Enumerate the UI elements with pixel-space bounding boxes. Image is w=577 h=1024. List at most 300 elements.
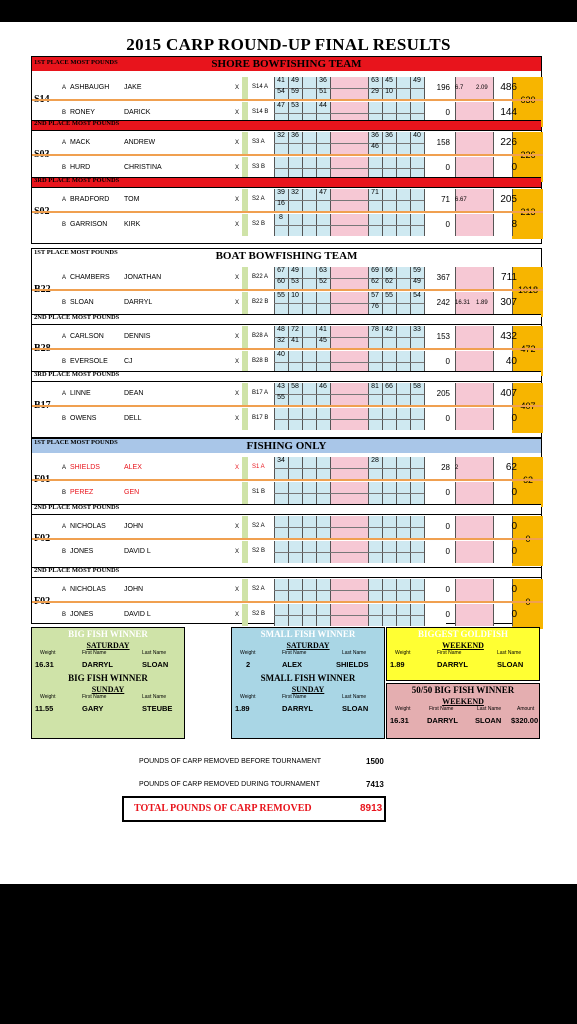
award-box-small [231, 627, 385, 739]
place-label: 1ST PLACE MOST POUNDS [34, 439, 118, 446]
grid-line [455, 516, 456, 538]
member-first-name: DAVID L [124, 611, 151, 618]
grid-value: 41 [291, 337, 299, 344]
award-box-goldfish [386, 627, 540, 681]
summary-before-label: POUNDS OF CARP REMOVED BEFORE TOURNAMENT [139, 758, 322, 765]
award-column-label: First Name [82, 650, 107, 656]
section-1 [31, 248, 542, 438]
stripe-green [242, 77, 248, 99]
award-title: 50/50 BIG FISH WINNER [411, 685, 515, 695]
grid-mid [274, 527, 424, 528]
member-last-name: SLOAN [70, 299, 94, 306]
row-separator [32, 289, 543, 291]
member-score: 0 [511, 487, 517, 498]
grid-value: 46 [371, 143, 379, 150]
weight-2: 2.09 [476, 85, 488, 91]
grid-value: 58 [291, 383, 299, 390]
award-value: DARRYL [82, 660, 113, 669]
award-subtitle: WEEKEND [442, 697, 484, 706]
entry-mark: X [235, 416, 240, 422]
weight-1: 6.67 [455, 197, 467, 203]
member-total: 0 [445, 585, 450, 594]
member-total: 71 [441, 195, 450, 204]
stripe-green [242, 516, 248, 538]
grid-value: 69 [371, 267, 379, 274]
member-letter: A [62, 275, 67, 281]
grid-mid [274, 615, 424, 616]
member-row [32, 383, 543, 405]
member-score: 40 [505, 356, 517, 367]
place-label: 2ND PLACE MOST POUNDS [34, 120, 120, 127]
award-values [232, 702, 384, 716]
member-letter: B [62, 490, 67, 496]
place-label: 3RD PLACE MOST POUNDS [34, 177, 120, 184]
member-score: 0 [511, 521, 517, 532]
entry-mark: X [235, 612, 240, 618]
award-value: STEUBE [142, 704, 173, 713]
member-tag: S2 B [252, 611, 266, 617]
member-score: 62 [505, 462, 517, 473]
award-column-label: Weight [395, 650, 411, 656]
grid-value: 49 [291, 267, 299, 274]
stripe-green [242, 482, 248, 504]
award-value: SLOAN [497, 660, 524, 669]
award-subtitle: SUNDAY [91, 685, 125, 694]
grid-value: 41 [277, 77, 285, 84]
grid-value: 36 [319, 77, 327, 84]
award-column-label: First Name [437, 650, 462, 656]
member-tag: B28 B [252, 358, 269, 364]
member-score: 486 [500, 82, 517, 93]
member-row [32, 408, 543, 430]
award-columns [32, 694, 184, 702]
entry-mark: X [235, 85, 240, 91]
member-score: 144 [500, 107, 517, 118]
summary-during-value: 7413 [366, 780, 384, 789]
grid-line [455, 383, 456, 405]
stripe-green [242, 383, 248, 405]
member-letter: B [62, 416, 67, 422]
grid-value: 41 [319, 326, 327, 333]
award-values [387, 714, 539, 728]
member-tag: B22 A [252, 274, 269, 280]
grid-line [455, 604, 456, 626]
grid-value: 49 [291, 77, 299, 84]
member-first-name: DELL [124, 415, 142, 422]
grid-value: 67 [277, 267, 285, 274]
grid-value: 55 [277, 394, 285, 401]
grid-value: 16 [277, 200, 285, 207]
section-2 [31, 438, 542, 624]
grid-mid [274, 303, 424, 304]
member-last-name: EVERSOLE [70, 358, 108, 365]
award-column-label: Weight [395, 706, 411, 712]
grid-value: 53 [291, 278, 299, 285]
team-block [32, 516, 543, 572]
award-value: SLOAN [142, 660, 169, 669]
member-total: 0 [445, 108, 450, 117]
stripe-green [242, 292, 248, 314]
member-last-name: CHAMBERS [70, 274, 110, 281]
member-tag: B22 B [252, 299, 269, 305]
member-letter: A [62, 587, 67, 593]
grid-value: 58 [413, 383, 421, 390]
award-subtitle: SATURDAY [86, 641, 130, 650]
member-total: 205 [436, 389, 450, 398]
place-label: 1ST PLACE MOST POUNDS [34, 249, 118, 256]
member-total: 153 [436, 332, 450, 341]
place-label: 2ND PLACE MOST POUNDS [34, 567, 120, 574]
stripe-green [242, 579, 248, 601]
summary-before-value: 1500 [366, 757, 384, 766]
grid-mid [274, 394, 424, 395]
member-first-name: ALEX [124, 464, 142, 471]
stripe-green [242, 267, 248, 289]
member-tag: S2 A [252, 586, 265, 592]
member-score: 307 [500, 297, 517, 308]
member-total: 0 [445, 488, 450, 497]
award-value: 1.89 [390, 660, 405, 669]
award-value: 11.55 [35, 704, 54, 713]
member-total: 242 [436, 298, 450, 307]
section-title: BOAT BOWFISHING TEAM [215, 250, 358, 262]
member-score: 711 [501, 272, 517, 283]
member-first-name: CHRISTINA [124, 164, 162, 171]
team-block [32, 189, 543, 245]
award-column-label: Amount [517, 706, 535, 712]
award-column-label: First Name [282, 694, 307, 700]
award-column-label: Last Name [497, 650, 522, 656]
award-columns [32, 650, 184, 658]
member-letter: B [62, 222, 67, 228]
grid-line [455, 214, 456, 236]
grid-mid [274, 419, 424, 420]
award-column-label: Last Name [342, 694, 367, 700]
award-value: DARRYL [427, 716, 458, 725]
member-letter: B [62, 359, 67, 365]
stripe-green [242, 457, 248, 479]
member-first-name: JONATHAN [124, 274, 162, 281]
member-score: 407 [500, 388, 517, 399]
grid-value: 10 [291, 292, 299, 299]
member-row [32, 77, 543, 99]
member-letter: A [62, 197, 67, 203]
member-last-name: OWENS [70, 415, 97, 422]
member-row [32, 351, 543, 373]
member-first-name: DARICK [124, 109, 151, 116]
grid-mid [274, 468, 424, 469]
summary-total-label: TOTAL POUNDS OF CARP REMOVED [134, 803, 312, 814]
member-tag: S3 B [252, 164, 266, 170]
grid-mid [274, 143, 424, 144]
row-separator [32, 405, 543, 407]
member-row [32, 189, 543, 211]
member-last-name: GARRISON [70, 221, 108, 228]
member-row [32, 132, 543, 154]
award-columns [232, 650, 384, 658]
member-first-name: JAKE [124, 84, 142, 91]
grid-value: 46 [319, 383, 327, 390]
grid-mid [274, 200, 424, 201]
results-sheet [0, 22, 577, 884]
member-total: 0 [445, 522, 450, 531]
grid-value: 63 [319, 267, 327, 274]
member-letter: B [62, 300, 67, 306]
grid-value: 55 [385, 292, 393, 299]
stripe-green [242, 604, 248, 626]
member-last-name: NICHOLAS [70, 586, 106, 593]
member-total: 0 [445, 547, 450, 556]
award-value: 1.89 [235, 704, 250, 713]
member-first-name: DENNIS [124, 333, 151, 340]
member-last-name: JONES [70, 548, 94, 555]
member-total: 28 [441, 463, 450, 472]
weight-1: 2 [455, 465, 459, 471]
member-last-name: PEREZ [70, 489, 94, 496]
grid-value: 10 [385, 88, 393, 95]
grid-line [455, 157, 456, 179]
award-column-label: Weight [240, 650, 256, 656]
award-columns [387, 706, 539, 714]
summary-total-box [122, 796, 386, 822]
row-separator [32, 479, 543, 481]
member-last-name: CARLSON [70, 333, 104, 340]
grid-value: 63 [371, 77, 379, 84]
award-value: ALEX [282, 660, 303, 669]
entry-mark: X [235, 110, 240, 116]
award-columns [232, 694, 384, 702]
member-last-name: SHIELDS [70, 464, 100, 471]
entry-mark: X [235, 359, 240, 365]
award-title: SMALL FISH WINNER [260, 629, 356, 639]
team-block [32, 383, 543, 439]
member-row [32, 326, 543, 348]
grid-value: 51 [319, 88, 327, 95]
award-value: DARRYL [282, 704, 313, 713]
grid-value: 49 [413, 77, 421, 84]
award-value: SLOAN [475, 716, 502, 725]
grid-value: 57 [371, 292, 379, 299]
member-row [32, 267, 543, 289]
member-row [32, 457, 543, 479]
award-value: 16.31 [390, 716, 409, 725]
entry-mark: X [235, 465, 240, 471]
weight-1: 6.7 [455, 85, 464, 91]
entry-mark: X [235, 222, 240, 228]
grid-mid [274, 113, 424, 114]
page-title: 2015 CARP ROUND-UP FINAL RESULTS [126, 35, 451, 54]
award-title: BIG FISH WINNER [68, 629, 148, 639]
grid-line [455, 267, 456, 289]
member-tag: S3 A [252, 139, 265, 145]
grid-value: 66 [385, 267, 393, 274]
member-row [32, 157, 543, 179]
grid-value: 36 [291, 132, 299, 139]
member-score: 0 [511, 413, 517, 424]
award-subtitle: SATURDAY [286, 641, 330, 650]
member-first-name: CJ [124, 358, 133, 365]
member-tag: S1 B [252, 489, 266, 495]
grid-line [455, 579, 456, 601]
grid-value: 47 [277, 102, 285, 109]
entry-mark: X [235, 391, 240, 397]
member-score: 205 [500, 194, 517, 205]
grid-line [455, 408, 456, 430]
entry-mark: X [235, 587, 240, 593]
grid-value: 54 [413, 292, 421, 299]
grid-value: 33 [413, 326, 421, 333]
entry-mark: X [235, 165, 240, 171]
row-separator [32, 538, 543, 540]
member-letter: B [62, 612, 67, 618]
stripe-green [242, 326, 248, 348]
award-column-label: Weight [240, 694, 256, 700]
member-tag: S14 A [252, 84, 269, 90]
award-value: SHIELDS [336, 660, 369, 669]
grid-value: 48 [277, 326, 285, 333]
member-tag: S2 B [252, 548, 266, 554]
member-letter: A [62, 140, 67, 146]
grid-value: 55 [277, 292, 285, 299]
summary-during-label: POUNDS OF CARP REMOVED DURING TOURNAMENT [139, 781, 320, 788]
award-box-fifty [386, 683, 540, 739]
member-last-name: RONEY [70, 109, 95, 116]
grid-mid [274, 590, 424, 591]
member-row [32, 482, 543, 504]
member-letter: B [62, 549, 67, 555]
member-total: 0 [445, 220, 450, 229]
award-column-label: Last Name [477, 706, 502, 712]
award-value: 16.31 [35, 660, 54, 669]
entry-mark: X [235, 197, 240, 203]
member-score: 0 [511, 162, 517, 173]
member-first-name: JOHN [124, 586, 144, 593]
entry-mark: X [235, 300, 240, 306]
award-column-label: Weight [40, 650, 56, 656]
row-separator [32, 601, 543, 603]
grid-value: 45 [385, 77, 393, 84]
grid-line [455, 326, 456, 348]
stripe-green [242, 408, 248, 430]
row-separator [32, 348, 543, 350]
member-row [32, 541, 543, 563]
award-values [32, 658, 184, 672]
grid-line [455, 132, 456, 154]
grid-value: 42 [385, 326, 393, 333]
grid-value: 66 [385, 383, 393, 390]
member-score: 0 [511, 584, 517, 595]
member-total: 0 [445, 357, 450, 366]
member-last-name: ASHBAUGH [70, 84, 110, 91]
member-letter: A [62, 391, 67, 397]
grid-value: 62 [385, 278, 393, 285]
member-total: 196 [436, 83, 450, 92]
award-values [387, 658, 539, 672]
place-label: 2ND PLACE MOST POUNDS [34, 314, 120, 321]
grid-value: 36 [385, 132, 393, 139]
member-last-name: HURD [70, 164, 91, 171]
grid-value: 36 [371, 132, 379, 139]
grid-value: 40 [413, 132, 421, 139]
stripe-green [242, 132, 248, 154]
award-value: DARRYL [437, 660, 468, 669]
member-first-name: TOM [124, 196, 140, 203]
grid-value: 53 [291, 102, 299, 109]
award-column-label: Weight [40, 694, 56, 700]
grid-value: 59 [413, 267, 421, 274]
grid-value: 59 [291, 88, 299, 95]
award-column-label: Last Name [342, 650, 367, 656]
grid-mid [274, 168, 424, 169]
member-tag: S14 B [252, 109, 269, 115]
member-total: 0 [445, 610, 450, 619]
award-value: GARY [82, 704, 104, 713]
member-last-name: BRADFORD [70, 196, 110, 203]
entry-mark: X [235, 549, 240, 555]
member-tag: B28 A [252, 333, 269, 339]
member-first-name: DARRYL [124, 299, 153, 306]
member-tag: S2 A [252, 523, 265, 529]
member-row [32, 579, 543, 601]
stripe-green [242, 214, 248, 236]
grid-value: 43 [277, 383, 285, 390]
member-score: 0 [511, 609, 517, 620]
member-first-name: KIRK [124, 221, 141, 228]
entry-mark: X [235, 140, 240, 146]
award-value: $320.00 [511, 716, 539, 725]
member-score: 432 [500, 331, 517, 342]
place-label: 3RD PLACE MOST POUNDS [34, 371, 120, 378]
grid-line [455, 482, 456, 504]
grid-value: 78 [371, 326, 379, 333]
award-column-label: First Name [82, 694, 107, 700]
award-columns [387, 650, 539, 658]
member-first-name: ANDREW [124, 139, 156, 146]
member-total: 367 [436, 273, 450, 282]
member-letter: A [62, 465, 67, 471]
grid-mid [274, 493, 424, 494]
award-value: 2 [246, 660, 251, 669]
member-row [32, 292, 543, 314]
grid-value: 32 [277, 132, 285, 139]
award-column-label: First Name [282, 650, 307, 656]
award-column-label: Last Name [142, 650, 167, 656]
grid-line [455, 541, 456, 563]
member-total: 158 [436, 138, 450, 147]
section-0 [31, 56, 542, 244]
stripe-green [242, 541, 248, 563]
entry-mark: X [235, 334, 240, 340]
member-first-name: DAVID L [124, 548, 151, 555]
member-first-name: DEAN [124, 390, 144, 397]
grid-value: 28 [371, 457, 379, 464]
entry-mark: X [235, 524, 240, 530]
grid-value: 34 [277, 457, 285, 464]
grid-value: 32 [291, 189, 299, 196]
member-first-name: JOHN [124, 523, 144, 530]
member-total: 0 [445, 163, 450, 172]
grid-value: 71 [371, 189, 379, 196]
grid-value: 76 [371, 303, 379, 310]
member-tag: S1 A [252, 464, 265, 470]
member-letter: A [62, 85, 67, 91]
place-label: 2ND PLACE MOST POUNDS [34, 504, 120, 511]
member-first-name: GEN [124, 489, 140, 496]
member-score: 0 [511, 546, 517, 557]
grid-value: 72 [291, 326, 299, 333]
award-column-label: First Name [429, 706, 454, 712]
grid-value: 29 [371, 88, 379, 95]
